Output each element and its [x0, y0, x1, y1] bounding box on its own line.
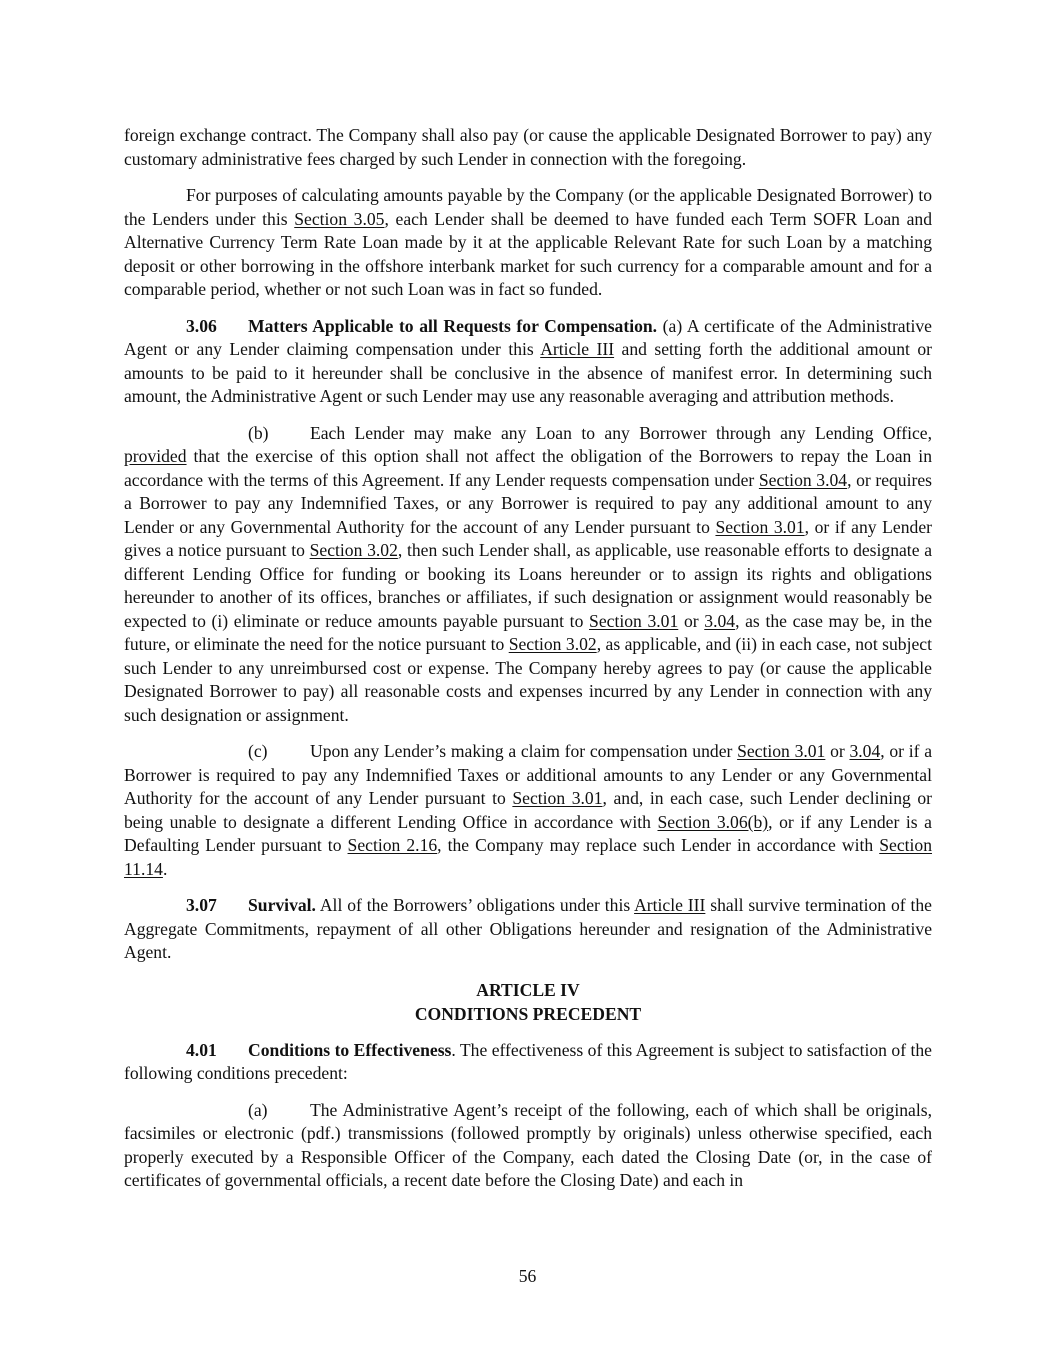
paragraph-calculation: For purposes of calculating amounts payable by the Company (or the applicable Designated Borrower) to the Lenders under this Section 3.05, each Lender shall be deemed to have funded each Term SOFR Loan and Alternative Currency Term Rate Loan made by it at the applicable Relevant Rate for such Loan by a matching deposit or other borrowing in the offshore interbank market for such currency for a comparable amount and for a comparable period, whether or not such Loan was in fact so funded.: [124, 185, 932, 299]
section-3-06-c: (c) Upon any Lender’s making a claim for compensation under Section 3.01 or 3.04, or if a Borrower is required to pay any Indemnified Taxes or additional amounts to any Lender or any Governmental Authority for the account of any Lender pursuant to Section 3.01, and, in each case, such Lender declining or being unable to designate a different Lending Office in accordance with Section 3.06(b), or if any Lender is a Defaulting Lender pursuant to Section 2.16, the Company may replace such Lender in accordance with Section 11.14.: [124, 741, 933, 879]
section-ref: Section 11.14: [124, 835, 932, 879]
section-4-01: 4.01 Conditions to Effectiveness. The effectiveness of this Agreement is subject to satisfaction of the following conditions precedent:: [124, 1039, 932, 1083]
article-ref: Article III: [634, 895, 706, 915]
article-title: CONDITIONS PRECEDENT: [414, 1003, 642, 1024]
section-number: 4.01: [186, 1039, 217, 1060]
section-ref: Section 2.16: [347, 835, 438, 855]
article-ref: Article III: [540, 339, 615, 359]
section-ref: Section 3.04: [758, 469, 848, 490]
page-number: 56: [518, 1266, 537, 1286]
article-number: ARTICLE IV: [476, 979, 580, 1000]
provided-term: provided: [124, 446, 187, 466]
section-number: 3.06: [186, 315, 217, 336]
section-ref: Section 3.06(b): [657, 811, 769, 832]
section-ref: Section 3.02: [309, 540, 398, 560]
section-ref: 3.04: [704, 610, 736, 631]
paragraph-continuation: foreign exchange contract. The Company shall also pay (or cause the applicable Designated Borrower to pay) any customary administrative fees charged by such Lender in connection with the foregoing.: [124, 125, 932, 169]
section-3-07: 3.07 Survival. All of the Borrowers’ obligations under this Article III shall survive termination of the Aggregate Commitments, repayment of all other Obligations hereunder and resignation of the Administrative Agent.: [124, 895, 932, 962]
section-3-06: 3.06 Matters Applicable to all Requests for Compensation. (a) A certificate of the Administrative Agent or any Lender claiming compensation under this Article III and setting forth the additional amount or amounts to be paid to it hereunder shall be conclusive in the absence of manifest error. In determining such amount, the Administrative Agent or such Lender may use any reasonable averaging and attribution methods.: [124, 315, 932, 406]
section-ref: Section 3.01: [589, 610, 679, 631]
section-heading: Survival.: [248, 895, 316, 915]
document-page: [124, 124, 932, 1206]
section-ref: 3.04: [849, 741, 881, 761]
section-3-06-b: (b) Each Lender may make any Loan to any Borrower through any Lending Office, provided that the exercise of this option shall not affect the obligation of the Borrowers to repay the Loan in accordance with the terms of this Agreement. If any Lender requests compensation under Section 3.04, or requires a Borrower to pay any Indemnified Taxes, or any Borrower is required to pay any additional amount to any Lender or any Governmental Authority for the account of any Lender pursuant to Section 3.01, or if any Lender gives a notice pursuant to Section 3.02, then such Lender shall, as applicable, use reasonable efforts to designate a different Lending Office for funding or booking its Loans hereunder or to assign its rights and obligations hereunder to another of its offices, branches or affiliates, if such designation or assignment would reasonably be expected to (i) eliminate or reduce amounts payable pursuant to Section 3.01 or 3.04, as the case may be, in the future, or eliminate the need for the notice pursuant to Section 3.02, as applicable, and (ii) in each case, not subject such Lender to any unreimbursed cost or expense. The Company hereby agrees to pay (or cause the applicable Designated Borrower to pay) all reasonable costs and expenses incurred by any Lender in connection with any such designation or assignment.: [124, 422, 933, 725]
clause-label: (c): [248, 741, 268, 761]
section-ref: Section 3.01: [512, 788, 603, 808]
section-heading: Conditions to Effectiveness: [248, 1039, 452, 1060]
section-ref: Section 3.02: [508, 634, 597, 654]
article-heading: [124, 978, 932, 1026]
section-4-01-a: (a) The Administrative Agent’s receipt of the following, each of which shall be originals, facsimiles or electronic (pdf.) transmissions (followed promptly by originals) unless otherwise specified, each properly executed by a Responsible Officer of the Company, each dated the Closing Date (or, in the case of certificates of governmental officials, a recent date before the Closing Date) and each in: [124, 1099, 932, 1190]
section-ref: Section 3.01: [715, 516, 805, 537]
clause-label: (b): [248, 422, 269, 443]
section-number: 3.07: [186, 895, 217, 915]
clause-label: (a): [248, 1099, 268, 1120]
section-heading: Matters Applicable to all Requests for Compensation.: [248, 315, 658, 336]
section-ref: Section 3.01: [737, 741, 826, 761]
section-ref-3-05: Section 3.05: [294, 208, 385, 229]
